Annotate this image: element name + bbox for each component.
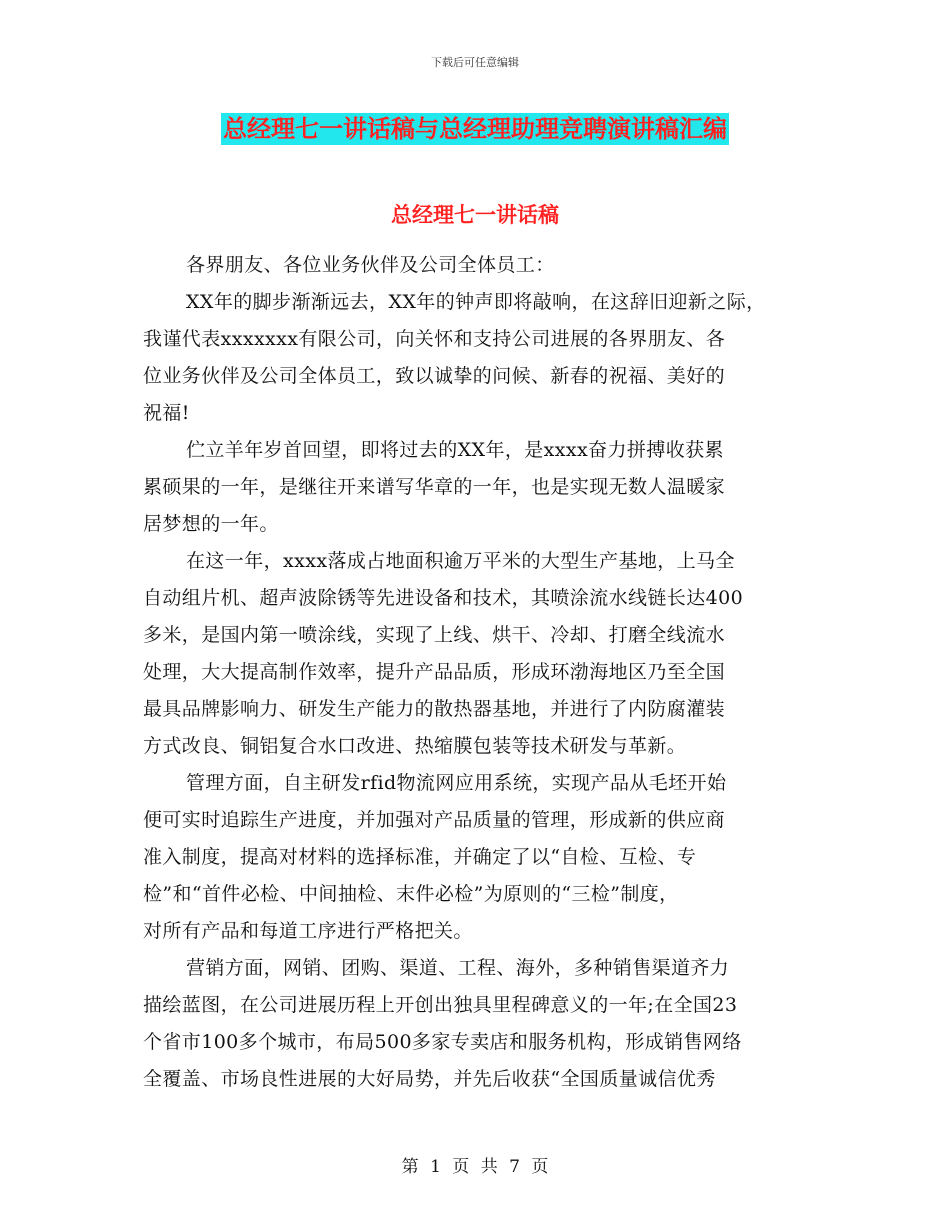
text-line: 位业务伙伴及公司全体员工，致以诚挚的问候、新春的祝福、美好的 bbox=[143, 365, 726, 387]
text-line: 便可实时追踪生产进度，并加强对产品质量的管理，形成新的供应商 bbox=[143, 809, 726, 831]
text-line: 居梦想的一年。 bbox=[143, 513, 279, 535]
text-line: XX年的脚步渐渐远去，XX年的钟声即将敲响，在这辞旧迎新之际， bbox=[186, 291, 766, 313]
text-line: 多米，是国内第一喷涂线，实现了上线、烘干、冷却、打磨全线流水 bbox=[143, 624, 726, 646]
page-footer: 第 1 页 共 7 页 bbox=[401, 1157, 549, 1177]
text-line: 处理，大大提高制作效率，提升产品品质，形成环渤海地区乃至全国 bbox=[143, 661, 726, 683]
text-line: 各界朋友、各位业务伙伴及公司全体员工： bbox=[186, 254, 555, 276]
text-line: 伫立羊年岁首回望，即将过去的XX年，是xxxx奋力拼搏收获累 bbox=[186, 439, 724, 461]
text-line: 祝福! bbox=[143, 402, 190, 424]
body-text bbox=[143, 247, 813, 1098]
text-line: 管理方面，自主研发rfid物流网应用系统，实现产品从毛坯开始 bbox=[186, 772, 727, 794]
text-line: 准入制度，提高对材料的选择标准，并确定了以“自检、互检、专 bbox=[143, 846, 697, 868]
text-line: 全覆盖、市场良性进展的大好局势，并先后收获“全国质量诚信优秀 bbox=[143, 1068, 716, 1090]
text-line: 个省市100多个城市，布局500多家专卖店和服务机构，形成销售网络 bbox=[143, 1031, 742, 1053]
text-line: 最具品牌影响力、研发生产能力的散热器基地，并进行了内防腐灌装 bbox=[143, 698, 726, 720]
text-line: 我谨代表xxxxxxx有限公司，向关怀和支持公司进展的各界朋友、各 bbox=[143, 328, 726, 350]
section-title: 总经理七一讲话稿 bbox=[391, 203, 559, 227]
header-note: 下载后可任意编辑 bbox=[431, 56, 519, 69]
text-line: 描绘蓝图，在公司进展历程上开创出独具里程碑意义的一年;在全国23 bbox=[143, 994, 738, 1016]
text-line: 营销方面，网销、团购、渠道、工程、海外，多种销售渠道齐力 bbox=[186, 957, 730, 979]
text-line: 对所有产品和每道工序进行严格把关。 bbox=[143, 920, 473, 942]
text-line: 方式改良、铜铝复合水口改进、热缩膜包装等技术研发与革新。 bbox=[143, 735, 687, 757]
text-line: 累硕果的一年，是继往开来谱写华章的一年，也是实现无数人温暖家 bbox=[143, 476, 726, 498]
text-line: 自动组片机、超声波除锈等先进设备和技术，其喷涂流水线链长达400 bbox=[143, 587, 744, 609]
document-title: 总经理七一讲话稿与总经理助理竞聘演讲稿汇编 bbox=[223, 115, 727, 143]
document-title-container bbox=[0, 113, 950, 145]
text-line: 检”和“首件必检、中间抽检、末件必检”为原则的“三检”制度， bbox=[143, 883, 679, 905]
text-line: 在这一年，xxxx落成占地面积逾万平米的大型生产基地，上马全 bbox=[186, 550, 735, 572]
